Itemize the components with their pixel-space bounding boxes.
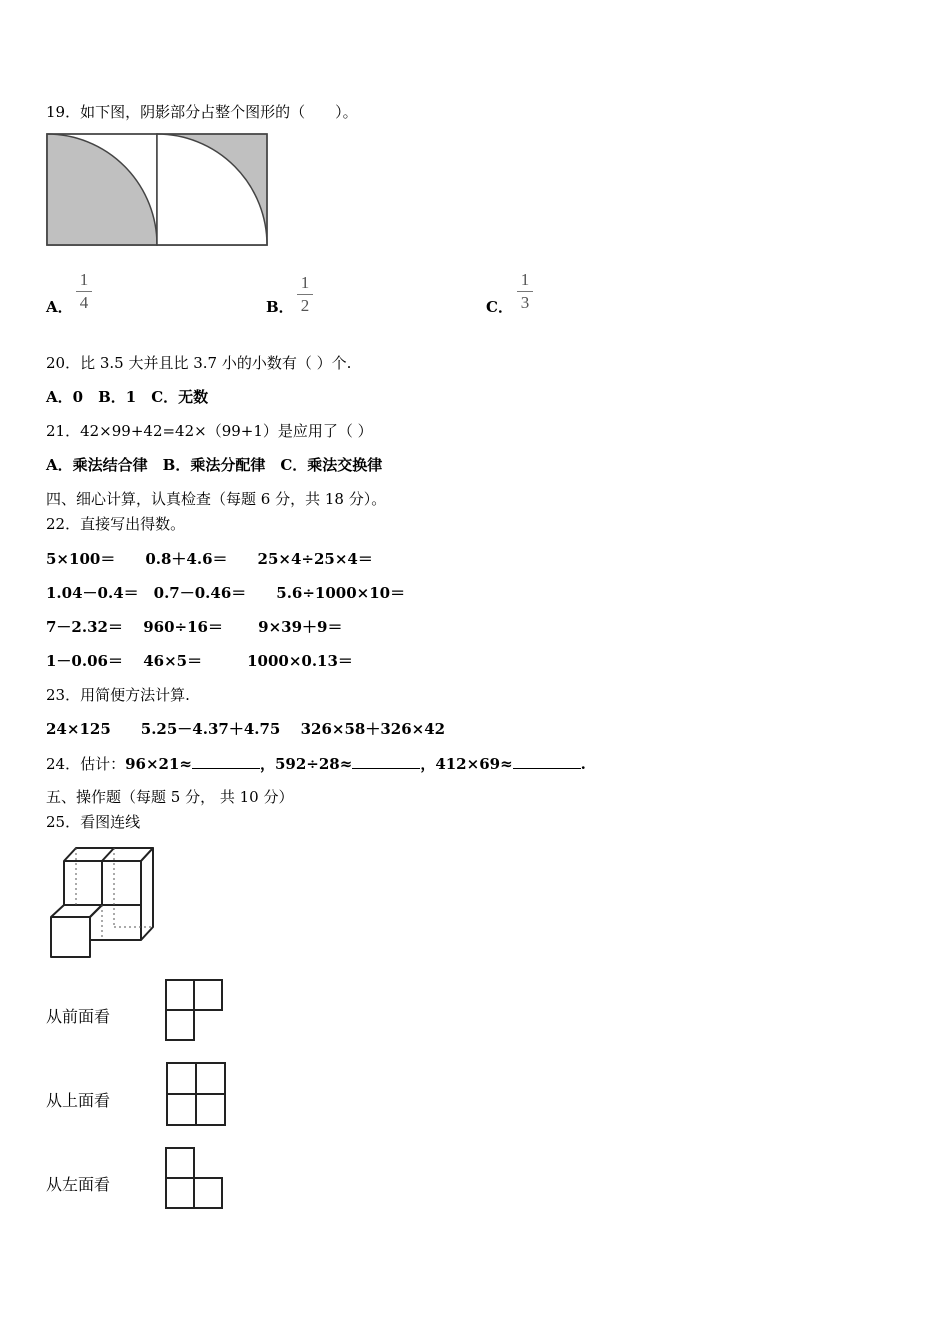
view-label-left: 从左面看 bbox=[46, 1175, 111, 1194]
fraction-numerator: 1 bbox=[79, 270, 89, 289]
view-label-top: 从上面看 bbox=[46, 1091, 111, 1110]
q24-blank-3[interactable] bbox=[513, 754, 581, 769]
q24-estimate bbox=[46, 754, 586, 773]
q22-question: 22．直接写出得数。 bbox=[46, 515, 186, 533]
q24-item-2: ，592÷28≈ bbox=[259, 755, 353, 773]
view-label-front: 从前面看 bbox=[46, 1007, 111, 1026]
view-shape-3[interactable] bbox=[163, 1145, 225, 1211]
q22-row-3: 7－2.32＝ 960÷16＝ 9×39＋9＝ bbox=[46, 618, 343, 636]
q25-question: 25．看图连线 bbox=[46, 813, 141, 831]
q19-question: 19．如下图，阴影部分占整个图形的（ ）。 bbox=[46, 103, 358, 121]
q24-prefix: 24．估计： bbox=[46, 755, 126, 773]
q19-option-a-fraction bbox=[76, 271, 92, 312]
view-shape-2[interactable] bbox=[164, 1060, 228, 1128]
q22-row-4: 1－0.06＝ 46×5＝ 1000×0.13＝ bbox=[46, 652, 353, 670]
q23-question: 23．用简便方法计算. bbox=[46, 686, 190, 704]
fraction-denominator: 3 bbox=[520, 293, 530, 312]
q20-question: 20．比 3.5 大并且比 3.7 小的小数有（ ）个. bbox=[46, 354, 352, 372]
q22-row-1: 5×100＝ 0.8＋4.6＝ 25×4÷25×4＝ bbox=[46, 550, 373, 568]
fraction-numerator: 1 bbox=[520, 270, 530, 289]
q20-options: A．0 B．1 C．无数 bbox=[46, 388, 209, 406]
q21-options: A．乘法结合律 B．乘法分配律 C．乘法交换律 bbox=[46, 456, 383, 474]
q25-block-figure bbox=[46, 845, 158, 961]
q24-blank-1[interactable] bbox=[192, 754, 260, 769]
section4-title: 四、细心计算，认真检查（每题 6 分，共 18 分）。 bbox=[46, 490, 387, 508]
q21-question: 21．42×99+42=42×（99+1）是应用了（ ） bbox=[46, 422, 373, 440]
q19-option-c-label: C． bbox=[486, 298, 513, 316]
q24-blank-2[interactable] bbox=[352, 754, 420, 769]
q19-option-c-fraction bbox=[517, 271, 533, 312]
q19-option-b-fraction bbox=[297, 274, 313, 315]
q23-row: 24×125 5.25－4.37＋4.75 326×58＋326×42 bbox=[46, 720, 446, 738]
q19-figure bbox=[46, 133, 270, 247]
q24-suffix: . bbox=[580, 755, 586, 773]
fraction-denominator: 2 bbox=[300, 296, 310, 315]
q22-row-2: 1.04－0.4＝ 0.7－0.46＝ 5.6÷1000×10＝ bbox=[46, 584, 406, 602]
q19-option-b-label: B． bbox=[266, 298, 294, 316]
fraction-denominator: 4 bbox=[79, 293, 89, 312]
q24-item-3: ，412×69≈ bbox=[420, 755, 513, 773]
q24-item-1: 96×21≈ bbox=[125, 755, 192, 773]
view-shape-1[interactable] bbox=[163, 977, 225, 1043]
fraction-numerator: 1 bbox=[300, 273, 310, 292]
section5-title: 五、操作题（每题 5 分， 共 10 分） bbox=[46, 788, 294, 806]
q19-option-a-label: A． bbox=[46, 298, 73, 316]
